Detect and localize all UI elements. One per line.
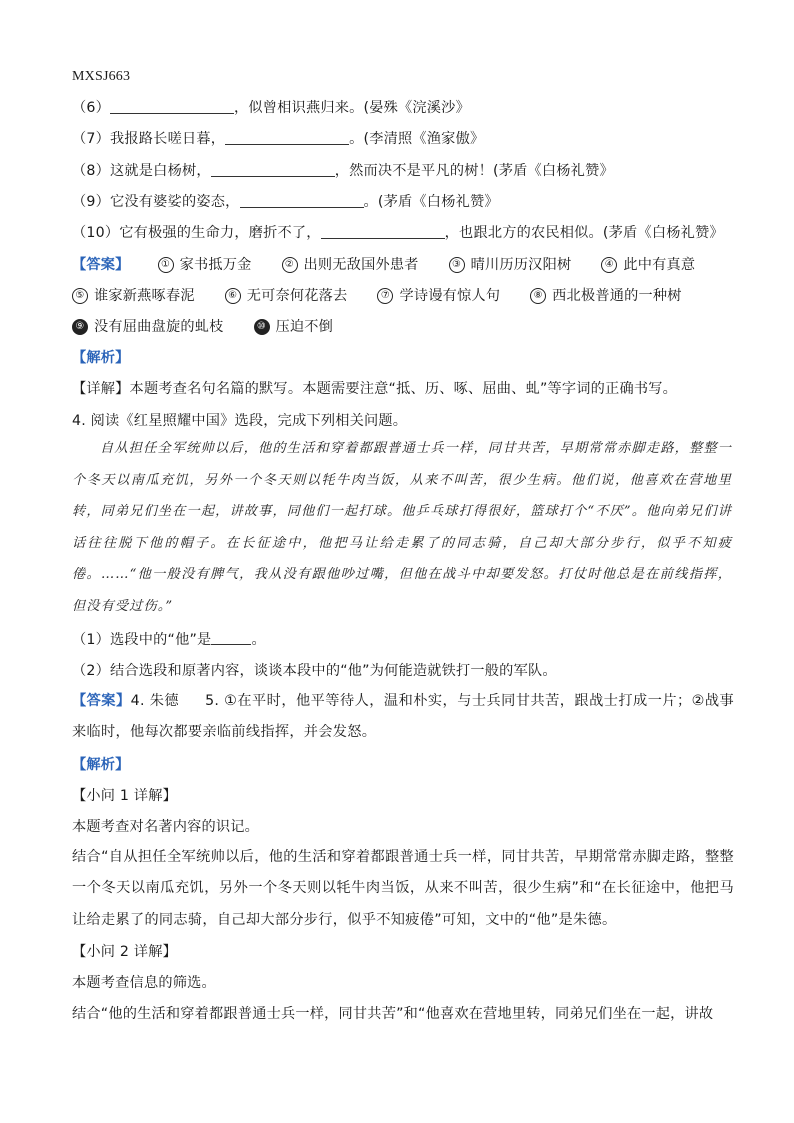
analysis-label: 【解析】 xyxy=(72,757,130,773)
sub-detail-2-body: 结合“他的生活和穿着都跟普通士兵一样，同甘共苦”和“他喜欢在营地里转，同弟兄们坐在一起，讲故 xyxy=(72,1006,714,1022)
sub-detail-1-body: 结合“自从担任全军统帅以后，他的生活和穿着都跟普通士兵一样，同甘共苦，早期常常赤脚走路，整整一个冬天以南瓜充饥，另外一个冬天则以牦牛肉当饭，从来不叫苦，很少生病”和“在长征途中，他把马让给走累了的同志骑，自己却大部分步行，似乎不知疲倦”可知，文中的“他”是朱德。 xyxy=(72,849,734,928)
fill-item-10: （10）它有极强的生命力，磨折不了， ，也跟北方的农民相似。(茅盾《白杨礼赞》 xyxy=(72,225,724,241)
answer-item: ④ 此中有真意 xyxy=(601,255,695,275)
fill-item-8: （8）这就是白杨树， ，然而决不是平凡的树！(茅盾《白杨礼赞》 xyxy=(72,163,614,179)
fill-item-9: （9）它没有婆娑的姿态， 。(茅盾《白杨礼赞》 xyxy=(72,194,499,210)
answer-blank xyxy=(110,99,234,114)
sub-detail-1-text: 本题考查对名著内容的识记。 xyxy=(72,819,260,835)
analysis-label: 【解析】 xyxy=(72,350,130,366)
answer-row-2 xyxy=(72,286,734,306)
answer-blank xyxy=(321,224,445,239)
answer-item: ⑨ 没有屈曲盘旋的虬枝 xyxy=(72,317,224,337)
answer-blank xyxy=(225,130,349,145)
question-4-title: 4. 阅读《红星照耀中国》选段，完成下列相关问题。 xyxy=(72,413,408,429)
answer-item: ⑤ 谁家新燕啄春泥 xyxy=(72,286,195,306)
answer-item: ⑦ 学诗谩有惊人句 xyxy=(377,286,500,306)
answer-label: 【答案】 xyxy=(72,693,131,709)
answer-row-3 xyxy=(72,317,734,337)
answer-item: ⑩ 压迫不倒 xyxy=(254,317,334,337)
answer-item: ② 出则无敌国外患者 xyxy=(282,255,419,275)
answer-item: ⑥ 无可奈何花落去 xyxy=(225,286,348,306)
detail-text: 【详解】本题考查名句名篇的默写。本题需要注意“抵、历、啄、屈曲、虬”等字词的正确书写。 xyxy=(72,381,677,397)
answer-blank xyxy=(240,193,364,208)
sub-question-1: （1）选段中的“他”是 。 xyxy=(72,632,266,648)
reading-passage: 自从担任全军统帅以后，他的生活和穿着都跟普通士兵一样，同甘共苦，早期常常赤脚走路，整整一个冬天以南瓜充饥，另外一个冬天则以牦牛肉当饭，从来不叫苦，很少生病。他们说，他喜欢在营地里转，同弟兄们坐在一起，讲故事，同他们一起打球。他乒乓球打得很好，篮球打个“不厌”。他向弟兄们讲话往往脱下他的帽子。在长征途中，他把马让给走累了的同志骑，自己却大部分步行，似乎不知疲倦。……“他一般没有脾气，我从没有跟他吵过嘴，但他在战斗中却要发怒。打仗时他总是在前线指挥，但没有受过伤。” xyxy=(72,441,732,614)
answer-item: ⑧ 西北极普通的一种树 xyxy=(530,286,682,306)
sub-detail-2-title: 【小问 2 详解】 xyxy=(72,944,177,960)
answer-blank xyxy=(211,632,251,645)
answer-label: 【答案】 xyxy=(72,257,130,273)
answer-2-block: 【答案】4. 朱德 5. ①在平时，他平等待人，温和朴实，与士兵同甘共苦，跟战士打成一片；②战事来临时，他每次都要亲临前线指挥，并会发怒。 xyxy=(72,693,735,741)
sub-detail-2-text: 本题考查信息的筛选。 xyxy=(72,975,216,991)
document-code: MXSJ663 xyxy=(72,69,131,84)
sub-detail-1-title: 【小问 1 详解】 xyxy=(72,788,177,804)
sub-question-2: （2）结合选段和原著内容，谈谈本段中的“他”为何能造就铁打一般的军队。 xyxy=(72,663,557,679)
answer-item: ③ 晴川历历汉阳树 xyxy=(449,255,572,275)
fill-item-6: （6） ，似曾相识燕归来。(晏殊《浣溪沙》 xyxy=(72,100,470,116)
answer-blank xyxy=(211,162,335,177)
answer-row-1 xyxy=(72,255,734,275)
answer-item: ① 家书抵万金 xyxy=(158,255,252,275)
fill-item-7: （7）我报路长嗟日暮， 。(李清照《渔家傲》 xyxy=(72,131,485,147)
